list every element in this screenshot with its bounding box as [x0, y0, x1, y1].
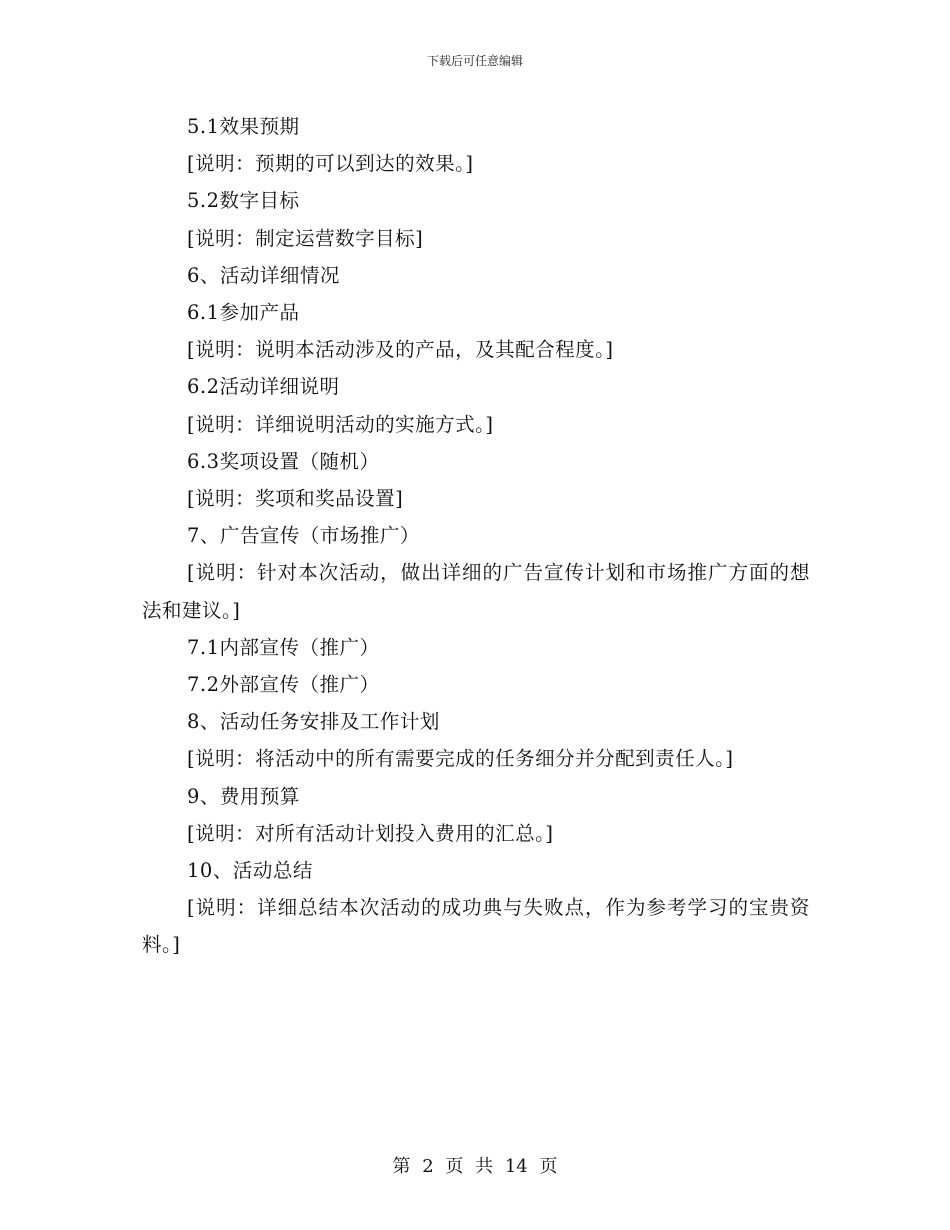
section-5-1-heading: 5.1效果预期 [187, 115, 300, 138]
section-6-2-heading: 6.2活动详细说明 [187, 375, 340, 399]
section-6-1-note: [说明：说明本活动涉及的产品，及其配合程度。] [187, 338, 614, 362]
section-7-heading: 7、广告宣传（市场推广） [187, 524, 420, 548]
section-5-2-heading: 5.2数字目标 [187, 189, 300, 213]
section-7-2-heading: 7.2外部宣传（推广） [187, 673, 380, 697]
page-number: 第 2 页 共 14 页 [392, 1156, 558, 1177]
section-9-heading: 9、费用预算 [187, 784, 300, 808]
section-6-3-note: [说明：奖项和奖品设置] [187, 487, 404, 511]
section-7-note: [说明：针对本次活动，做出详细的广告宣传计划和市场推广方面的想法和建议。] [142, 561, 810, 622]
section-5-2-note: [说明：制定运营数字目标] [187, 226, 424, 250]
section-7-1-heading: 7.1内部宣传（推广） [187, 635, 380, 659]
section-8-note: [说明：将活动中的所有需要完成的任务细分并分配到责任人。] [187, 747, 734, 771]
document-body [142, 108, 810, 964]
page-header: 下载后可任意编辑 [426, 54, 523, 68]
section-8-heading: 8、活动任务安排及工作计划 [187, 710, 440, 734]
section-6-3-heading: 6.3奖项设置（随机） [187, 449, 380, 473]
section-9-note: [说明：对所有活动计划投入费用的汇总。] [187, 821, 554, 845]
section-6-heading: 6、活动详细情况 [187, 263, 340, 287]
section-10-heading: 10、活动总结 [187, 859, 313, 883]
section-5-1-note: [说明：预期的可以到达的效果。] [187, 152, 474, 176]
section-6-1-heading: 6.1参加产品 [187, 301, 300, 325]
section-6-2-note: [说明：详细说明活动的实施方式。] [187, 412, 494, 436]
section-10-note: [说明：详细总结本次活动的成功典与失败点，作为参考学习的宝贵资料。] [142, 896, 810, 957]
